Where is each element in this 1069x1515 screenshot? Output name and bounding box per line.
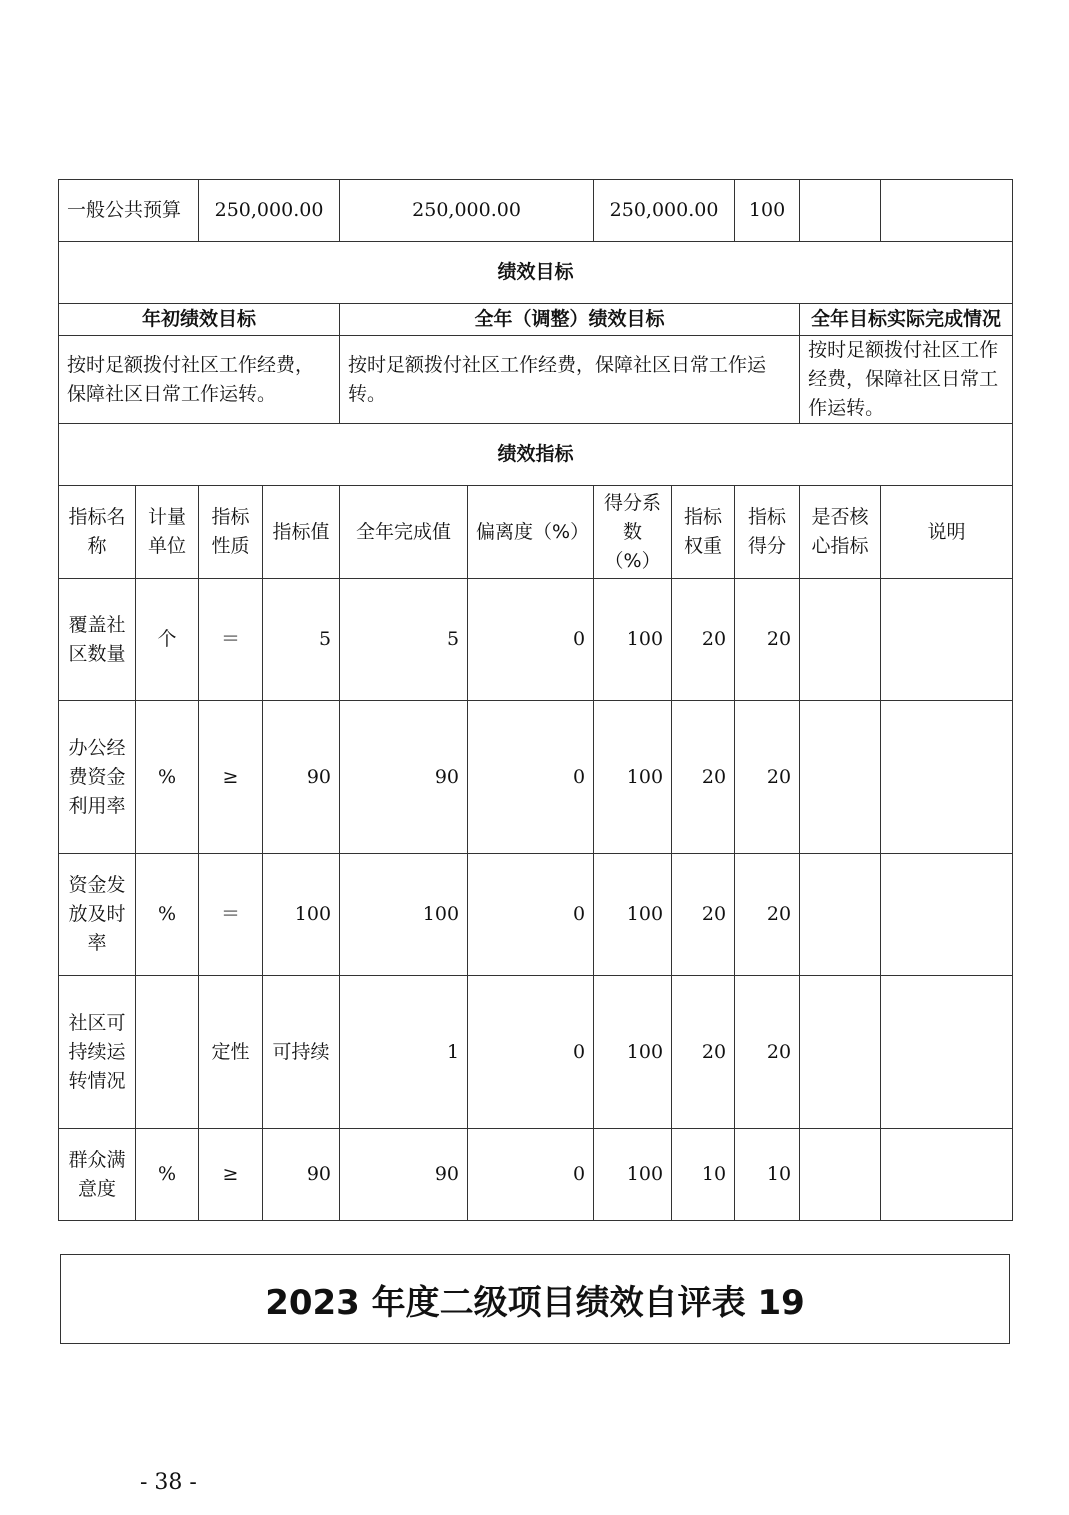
indicator-actual: 5 [340,579,468,701]
indicator-name: 资金发放及时率 [59,854,136,976]
indicator-name: 群众满意度 [59,1129,136,1221]
budget-value-5 [800,180,881,242]
indicator-weight: 20 [672,854,735,976]
indicator-unit: 个 [136,579,199,701]
indicator-name: 社区可持续运转情况 [59,976,136,1129]
indicator-row [59,976,1013,1129]
indicator-coef: 100 [594,976,672,1129]
indicator-unit [136,976,199,1129]
goal-header-actual: 全年目标实际完成情况 [800,304,1013,336]
indicator-row [59,579,1013,701]
page-number: - 38 - [140,1470,197,1495]
col-header-unit: 计量单位 [136,486,199,579]
indicator-actual: 1 [340,976,468,1129]
col-header-weight: 指标权重 [672,486,735,579]
goal-header-adjusted: 全年（调整）绩效目标 [340,304,800,336]
indicator-coef: 100 [594,579,672,701]
goal-adjusted-text: 按时足额拨付社区工作经费，保障社区日常工作运转。 [340,336,800,424]
indicator-score: 20 [735,579,800,701]
indicator-unit: % [136,854,199,976]
indicator-score: 20 [735,854,800,976]
indicator-core [800,701,881,854]
col-header-core: 是否核心指标 [800,486,881,579]
col-header-actual: 全年完成值 [340,486,468,579]
performance-table [58,179,1013,1221]
indicator-coef: 100 [594,854,672,976]
indicator-row [59,701,1013,854]
indicator-note [881,701,1013,854]
indicator-nature: ＝ [199,579,263,701]
indicator-weight: 10 [672,1129,735,1221]
col-header-nature: 指标性质 [199,486,263,579]
goals-section-title: 绩效目标 [59,242,1013,304]
indicator-note [881,854,1013,976]
indicator-coef: 100 [594,701,672,854]
indicator-name: 办公经费资金利用率 [59,701,136,854]
budget-value-6 [881,180,1013,242]
budget-value-4: 100 [735,180,800,242]
indicator-value: 90 [263,1129,340,1221]
indicator-note [881,1129,1013,1221]
indicator-core [800,976,881,1129]
indicator-nature: ≥ [199,701,263,854]
next-table-title: 2023 年度二级项目绩效自评表 19 [265,1282,805,1323]
budget-row [59,180,1013,242]
indicator-actual: 90 [340,1129,468,1221]
indicator-core [800,579,881,701]
indicator-nature: 定性 [199,976,263,1129]
indicator-note [881,976,1013,1129]
indicator-unit: % [136,1129,199,1221]
indicator-score: 20 [735,701,800,854]
indicator-value: 可持续 [263,976,340,1129]
indicator-coef: 100 [594,1129,672,1221]
col-header-name: 指标名称 [59,486,136,579]
indicator-value: 100 [263,854,340,976]
indicator-weight: 20 [672,579,735,701]
indicator-score: 10 [735,1129,800,1221]
col-header-score: 指标得分 [735,486,800,579]
col-header-value: 指标值 [263,486,340,579]
indicator-deviation: 0 [468,854,594,976]
indicator-actual: 100 [340,854,468,976]
budget-value-3: 250,000.00 [594,180,735,242]
col-header-coef: 得分系数（%） [594,486,672,579]
indicator-deviation: 0 [468,701,594,854]
indicator-deviation: 0 [468,579,594,701]
goal-header-initial: 年初绩效目标 [59,304,340,336]
indicator-core [800,1129,881,1221]
indicator-value: 5 [263,579,340,701]
indicator-nature: ≥ [199,1129,263,1221]
indicator-deviation: 0 [468,1129,594,1221]
indicator-score: 20 [735,976,800,1129]
next-table-title-box [60,1254,1010,1344]
budget-value-2: 250,000.00 [340,180,594,242]
budget-value-1: 250,000.00 [199,180,340,242]
indicator-name: 覆盖社区数量 [59,579,136,701]
goal-initial-text: 按时足额拨付社区工作经费，保障社区日常工作运转。 [59,336,340,424]
col-header-deviation: 偏离度（%） [468,486,594,579]
indicator-weight: 20 [672,701,735,854]
indicators-section-title: 绩效指标 [59,424,1013,486]
indicator-unit: % [136,701,199,854]
goal-actual-text: 按时足额拨付社区工作经费，保障社区日常工作运转。 [800,336,1013,424]
indicator-deviation: 0 [468,976,594,1129]
indicator-value: 90 [263,701,340,854]
indicator-nature: ＝ [199,854,263,976]
indicator-row [59,854,1013,976]
indicator-weight: 20 [672,976,735,1129]
indicator-header-row [59,486,1013,579]
indicator-core [800,854,881,976]
indicator-row [59,1129,1013,1221]
budget-source: 一般公共预算 [59,180,199,242]
indicator-actual: 90 [340,701,468,854]
col-header-note: 说明 [881,486,1013,579]
indicator-note [881,579,1013,701]
